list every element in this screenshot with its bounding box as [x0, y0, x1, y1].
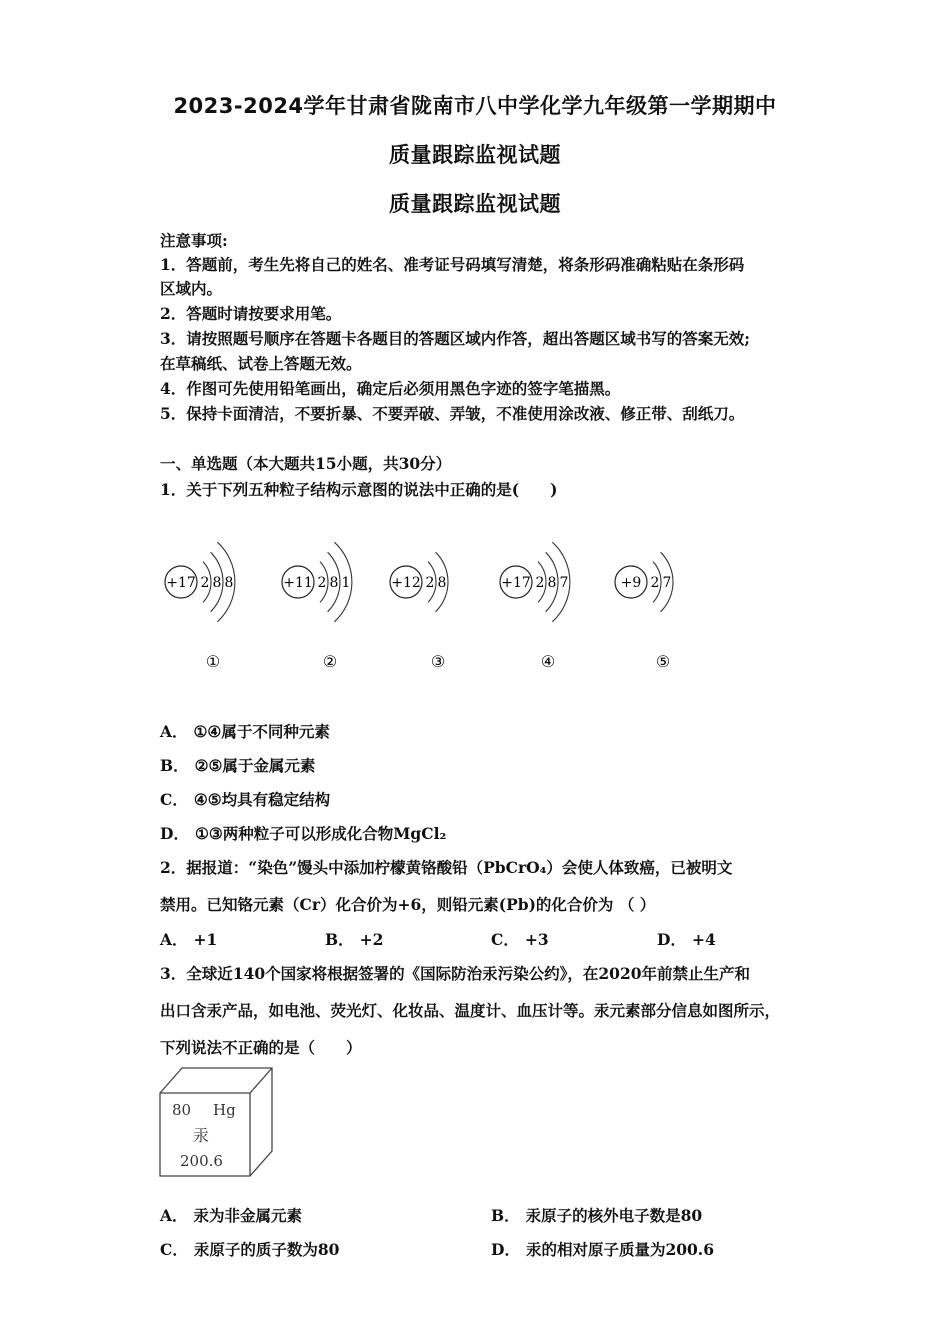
q3-stem-c: 下列说法不正确的是（ ） [160, 1038, 362, 1057]
exam-title-line2: 质量跟踪监视试题 [389, 143, 561, 167]
atom-diagram-2 [282, 542, 352, 671]
notice-item-4: 4．作图可先使用铅笔画出，确定后必须用黑色字迹的签字笔描黑。 [160, 379, 621, 398]
q1-option-c[interactable] [160, 788, 330, 810]
nucleus-charge: +17 [166, 575, 196, 591]
notice-heading: 注意事项: [160, 231, 228, 250]
shell-electron-count: 8 [437, 575, 447, 591]
q3-option-b[interactable] [491, 1204, 702, 1226]
option-label: C． [160, 790, 188, 809]
option-text: ②⑤属于金属元素 [194, 756, 316, 775]
q2-option-c[interactable] [491, 928, 549, 950]
q2-option-d[interactable] [657, 928, 716, 950]
atom-diagram-1 [165, 542, 235, 671]
nucleus-charge: +11 [283, 575, 313, 591]
q2-stem-a: 2．据报道：“染色”馒头中添加柠檬黄铬酸铅（PbCrO₄）会使人体致癌，已被明文 [160, 858, 733, 877]
option-text: 汞原子的核外电子数是80 [525, 1206, 703, 1225]
diagram-label: ① [205, 652, 221, 671]
mercury-element-cell [155, 1063, 280, 1181]
option-label: C． [160, 1240, 188, 1259]
q3-option-c[interactable] [160, 1238, 339, 1260]
q2-option-a[interactable] [160, 928, 217, 950]
option-text: ④⑤均具有稳定结构 [193, 790, 331, 809]
shell-electron-count: 8 [212, 575, 222, 591]
option-text: ①③两种粒子可以形成化合物MgCl₂ [194, 824, 447, 843]
shell-electron-count: 2 [650, 575, 660, 591]
shell-electron-count: 7 [559, 575, 569, 591]
option-label: A． [160, 930, 188, 949]
notice-item-3b: 在草稿纸、试卷上答题无效。 [160, 354, 362, 373]
option-label: B． [325, 930, 354, 949]
option-text: +1 [193, 930, 218, 949]
element-name: 汞 [193, 1126, 210, 1145]
shell-electron-count: 2 [200, 575, 210, 591]
diagram-label: ④ [540, 652, 556, 671]
nucleus-charge: +12 [391, 575, 421, 591]
shell-electron-count: 8 [329, 575, 339, 591]
option-label: C． [491, 930, 519, 949]
atom-diagram-3 [390, 552, 448, 671]
nucleus-charge: +9 [620, 575, 642, 591]
exam-title-line3: 质量跟踪监视试题 [389, 192, 561, 216]
option-label: A． [160, 722, 188, 741]
option-label: B． [491, 1206, 520, 1225]
option-label: A． [160, 1206, 188, 1225]
shell-electron-count: 7 [662, 575, 672, 591]
q3-option-d[interactable] [491, 1238, 714, 1260]
option-text: 汞原子的质子数为80 [193, 1240, 340, 1259]
shell-electron-count: 2 [535, 575, 545, 591]
option-label: B． [160, 756, 189, 775]
option-text: +3 [524, 930, 549, 949]
q1-option-b[interactable] [160, 754, 315, 776]
option-text: 汞为非金属元素 [193, 1206, 303, 1225]
element-mass: 200.6 [180, 1152, 223, 1170]
section-heading: 一、单选题（本大题共15小题，共30分） [160, 454, 452, 473]
option-label: D． [657, 930, 686, 949]
shell-electron-count: 2 [425, 575, 435, 591]
shell-electron-count: 8 [547, 575, 557, 591]
q1-option-a[interactable] [160, 720, 330, 742]
diagram-label: ⑤ [655, 652, 671, 671]
q1-stem: 1．关于下列五种粒子结构示意图的说法中正确的是( ) [160, 480, 558, 499]
q2-stem-b: 禁用。已知铬元素（Cr）化合价为+6，则铅元素(Pb)的化合价为 （ ） [160, 895, 656, 914]
shell-electron-count: 2 [317, 575, 327, 591]
nucleus-charge: +17 [501, 575, 531, 591]
atomic-structure-diagrams [150, 515, 710, 680]
notice-item-1b: 区域内。 [160, 279, 223, 298]
element-number: 80 [172, 1101, 192, 1119]
option-label: D． [491, 1240, 520, 1259]
q3-stem-b: 出口含汞产品，如电池、荧光灯、化妆品、温度计、血压计等。汞元素部分信息如图所示， [160, 1001, 781, 1020]
atom-diagram-4 [500, 542, 570, 671]
diagram-label: ② [322, 652, 338, 671]
element-symbol: Hg [213, 1101, 236, 1119]
shell-electron-count: 1 [341, 575, 351, 591]
q3-stem-a: 3．全球近140个国家将根据签署的《国际防治汞污染公约》，在2020年前禁止生产和 [160, 964, 751, 983]
option-label: D． [160, 824, 189, 843]
notice-item-5: 5．保持卡面清洁，不要折暴、不要弄破、弄皱，不准使用涂改液、修正带、刮纸刀。 [160, 404, 745, 423]
q2-option-b[interactable] [325, 928, 383, 950]
shell-electron-count: 8 [224, 575, 234, 591]
notice-item-2: 2．答题时请按要求用笔。 [160, 304, 342, 323]
option-text: 汞的相对原子质量为200.6 [525, 1240, 714, 1259]
notice-item-3a: 3．请按照题号顺序在答题卡各题目的答题区域内作答，超出答题区域书写的答案无效; [160, 329, 751, 348]
option-text: +4 [691, 930, 716, 949]
option-text: ①④属于不同种元素 [193, 722, 330, 741]
exam-title-line1: 2023-2024学年甘肃省陇南市八中学化学九年级第一学期期中 [173, 94, 777, 118]
q3-option-a[interactable] [160, 1204, 302, 1226]
atom-diagram-5 [615, 552, 673, 671]
option-text: +2 [359, 930, 384, 949]
notice-item-1a: 1．答题前，考生先将自己的姓名、准考证号码填写清楚，将条形码准确粘贴在条形码 [160, 255, 745, 274]
diagram-label: ③ [430, 652, 446, 671]
q1-option-d[interactable] [160, 822, 446, 844]
